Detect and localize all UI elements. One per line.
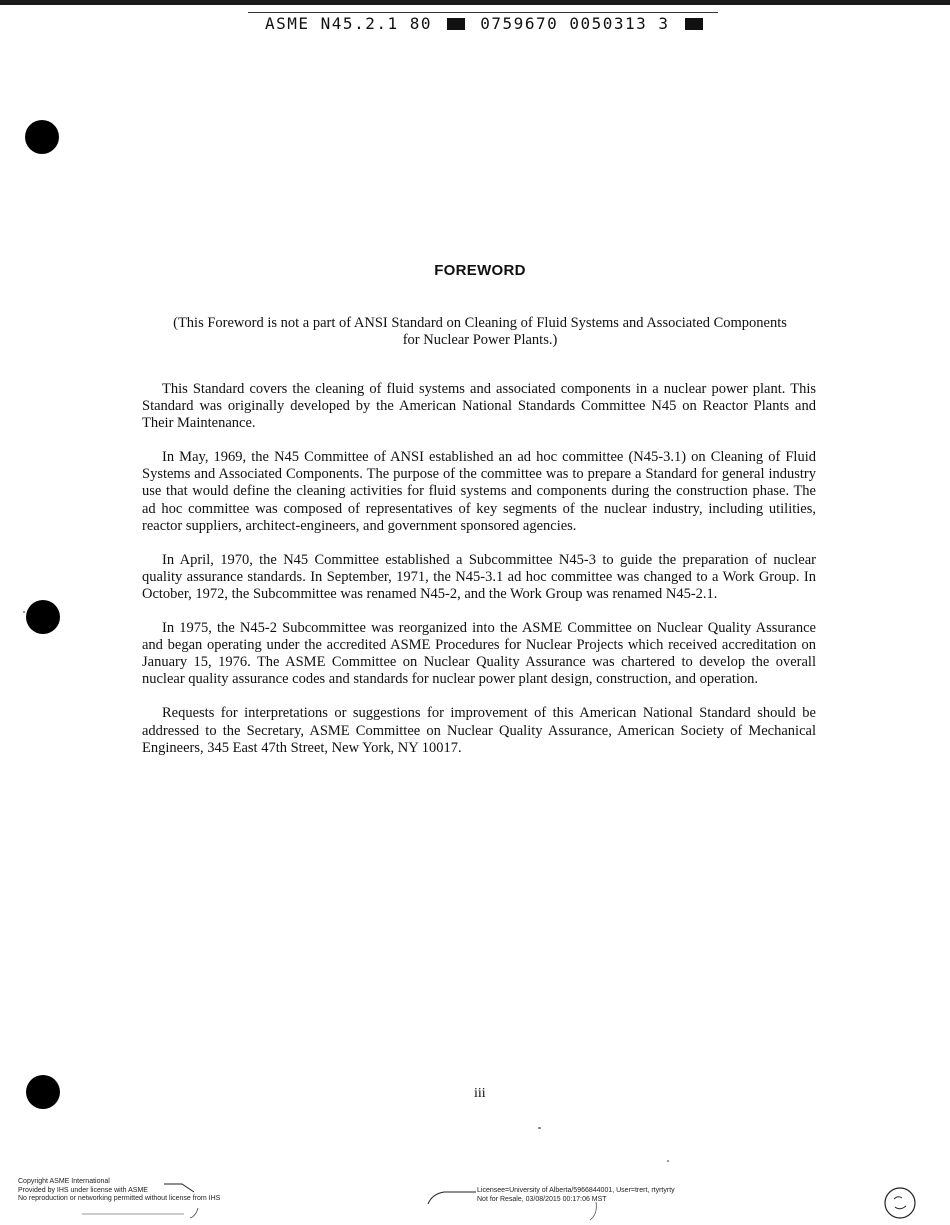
punch-hole — [26, 1075, 60, 1109]
document-code: ASME N45.2.1 80 — [265, 14, 432, 33]
paragraph: This Standard covers the cleaning of fluid systems and associated components in a nuclear power plant. This Standard was originally developed by the American National Standards Committee N45 on Reactor Plants and Their Maintenance. — [142, 381, 816, 432]
header-rule — [248, 12, 718, 13]
document-code-header — [265, 14, 735, 33]
footer-license — [477, 1187, 675, 1204]
scan-top-edge — [0, 0, 950, 5]
scan-logo-icon — [882, 1185, 918, 1221]
footer-pen-stroke — [424, 1186, 480, 1216]
footer-underline — [80, 1210, 190, 1218]
scan-speck — [538, 1127, 541, 1129]
scan-speck — [667, 1160, 669, 1162]
footer-line: Copyright ASME International — [18, 1178, 110, 1185]
foreword-note — [140, 315, 820, 349]
page-title: FOREWORD — [434, 262, 526, 279]
punch-hole — [25, 120, 59, 154]
paragraph: Requests for interpretations or suggestions for improvement of this American National Standard should be addressed to the Secretary, ASME Committee on Nuclear Quality Assurance, American Society of Mechanical Engineers, 345 East 47th Street, New York, NY 10017. — [142, 705, 816, 756]
scan-speck — [23, 611, 25, 613]
paragraph: In April, 1970, the N45 Committee established a Subcommittee N45-3 to guide the preparation of nuclear quality assurance standards. In September, 1971, the N45-3.1 ad hoc committee was changed to a Work Group. In October, 1972, the Subcommittee was renamed N45-2, and the Work Group was renamed N45-2.1. — [142, 551, 816, 602]
foreword-note-line: (This Foreword is not a part of ANSI Standard on Cleaning of Fluid Systems and Associated Components — [173, 315, 787, 331]
foreword-body — [142, 381, 816, 774]
paragraph: In May, 1969, the N45 Committee of ANSI established an ad hoc committee (N45-3.1) on Cleaning of Fluid Systems and Associated Components. The purpose of the committee was to prepare a Standard for general industry use that would define the cleaning activities for fluid systems and components during the construction phase. The ad hoc committee was composed of representatives of key segments of the nuclear industry, including utilities, reactor suppliers, architect-engineers, and government sponsored agencies. — [142, 449, 816, 534]
document-serial: 0759670 0050313 3 — [480, 14, 670, 33]
black-block-mark — [685, 18, 703, 30]
footer-pen-stroke — [586, 1200, 602, 1224]
footer-line: Provided by IHS under license with ASME — [18, 1186, 148, 1194]
footer-line: Not for Resale, 03/08/2015 00:17:06 MST — [477, 1195, 607, 1203]
black-block-mark — [447, 18, 465, 30]
foreword-note-line: for Nuclear Power Plants.) — [402, 332, 558, 348]
footer-line: No reproduction or networking permitted without license from IHS — [18, 1195, 221, 1202]
paragraph: In 1975, the N45-2 Subcommittee was reorganized into the ASME Committee on Nuclear Quality Assurance and began operating under the accredited ASME Procedures for Nuclear Projects which received accreditation on January 15, 1976. The ASME Committee on Nuclear Quality Assurance was chartered to develop the overall nuclear quality assurance codes and standards for nuclear power plant design, construction, and operation. — [142, 620, 816, 688]
page-number: iii — [474, 1086, 486, 1101]
footer-line: Licensee=University of Alberta/5966844001, User=trert, rtyrtyrty — [477, 1187, 675, 1194]
punch-hole — [26, 600, 60, 634]
